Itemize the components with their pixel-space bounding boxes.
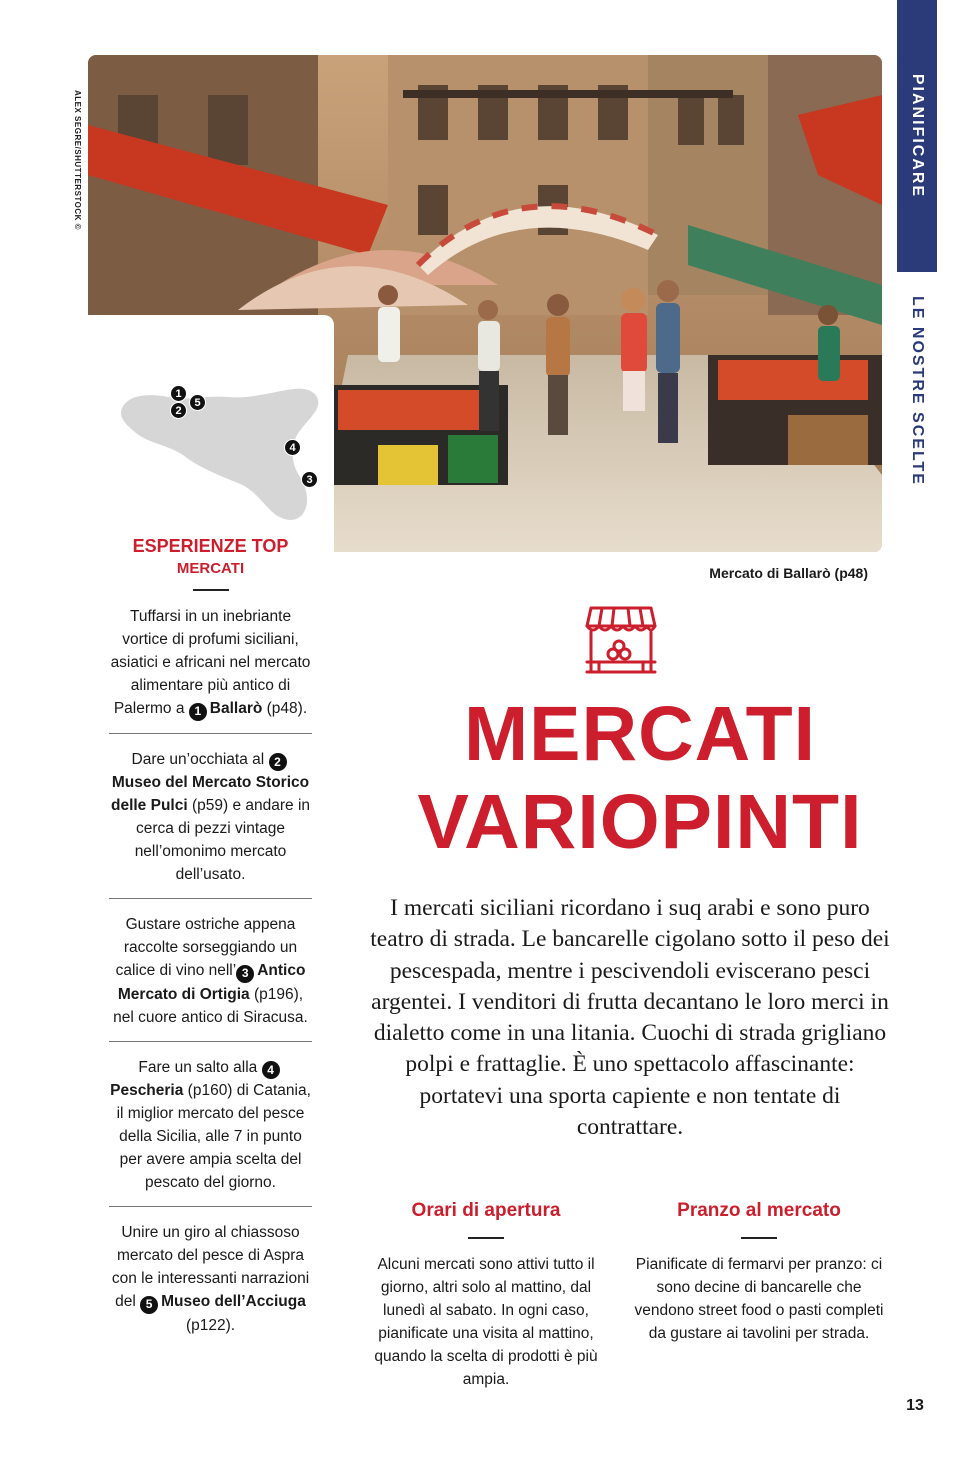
tip-item: Unire un giro al chiassoso mercato del pesce di Aspra con le interessanti narrazioni del 5 Museo dell’Acciuga (p122). [109, 1206, 312, 1349]
photo-credit [68, 90, 82, 260]
locator-map [88, 315, 334, 552]
place-name: Antico Mercato di Ortigia [117, 962, 306, 1003]
top-experiences-title: ESPERIENZE TOP [132, 536, 289, 556]
number-badge: 5 [140, 1296, 158, 1314]
photo-caption: Mercato di Ballarò (p48) [709, 565, 868, 581]
number-badge: 4 [262, 1061, 280, 1079]
divider [741, 1237, 777, 1239]
market-stall-icon [585, 604, 657, 681]
tip-item: Fare un salto alla 4Pescheria (p160) di Catania, il miglior mercato del pesce della Sicilia, alle 7 in punto per avere ampia scelta del pescato del giorno. [109, 1041, 312, 1207]
map-pin-2: 2 [170, 402, 187, 419]
lead-paragraph: I mercati siciliani ricordano i suq arabi e sono puro teatro di strada. Le bancarelle cigolano sotto il peso dei pescespada, mentre i pescivendoli eviscerano pesci argentei. I venditori di frutta decantano le loro merci in dialetto come in una litania. Cuochi di strada grigliano polpi e frattaglie. È uno spettacolo affascinante: portatevi una sporta capiente e non tentate di contrattare. [370, 895, 890, 1141]
place-name: Pescheria [110, 1082, 184, 1099]
hours-text: Alcuni mercati sono attivi tutto il giorno, altri solo al mattino, dal lunedì al sabato. In ogni caso, pianificate una visita al mattino, quando la scelta di prodotti è più ampia. [374, 1256, 598, 1388]
divider [468, 1237, 504, 1239]
lunch-title: Pranzo al mercato [677, 1200, 841, 1221]
tip-item: Tuffarsi in un inebriante vortice di profumi siciliani, asiatici e africani nel mercato alimentare più antico di Palermo a 1 Ballarò (p48). [109, 591, 312, 733]
number-badge: 3 [236, 965, 254, 983]
tip-item: Dare un’occhiata al 2Museo del Mercato Storico delle Pulci (p59) e andare in cerca di pezzi vintage nell’omonimo mercato dell’usato. [109, 733, 312, 899]
page-title-line-2: VARIOPINTI [417, 779, 863, 865]
map-pin-1: 1 [170, 385, 187, 402]
section-tab [897, 0, 937, 272]
subsection-tab-label: LE NOSTRE SCELTE [909, 296, 926, 486]
lunch-text: Pianificate di fermarvi per pranzo: ci sono decine di bancarelle che vendono street food o pasti completi da gustare ai tavolini per strada. [634, 1256, 884, 1342]
place-name: Museo dell’Acciuga [161, 1293, 306, 1310]
place-name: Museo del Mercato Storico delle Pulci [110, 774, 310, 814]
photo-credit-text: ALEX SEGRE/SHUTTERSTOCK © [73, 90, 82, 231]
map-pin-4: 4 [284, 439, 301, 456]
map-pin-3: 3 [301, 471, 318, 488]
top-experiences [109, 535, 312, 1349]
map-pin-5: 5 [189, 394, 206, 411]
subsection-tab [897, 296, 937, 486]
top-experiences-subtitle: MERCATI [176, 560, 245, 577]
hours-title: Orari di apertura [411, 1200, 561, 1221]
number-badge: 2 [269, 753, 287, 771]
number-badge: 1 [189, 703, 207, 721]
page-title-line-1: MERCATI [463, 691, 817, 777]
page-title [380, 690, 900, 866]
tip-item: Gustare ostriche appena raccolte sorseggiando un calice di vino nell’ 3 Antico Mercato di Ortigia (p196), nel cuore antico di Siracusa. [109, 898, 312, 1041]
section-tab-label: PIANIFICARE [909, 73, 926, 199]
page-number: 13 [906, 1397, 924, 1414]
place-name: Ballarò [209, 700, 263, 717]
